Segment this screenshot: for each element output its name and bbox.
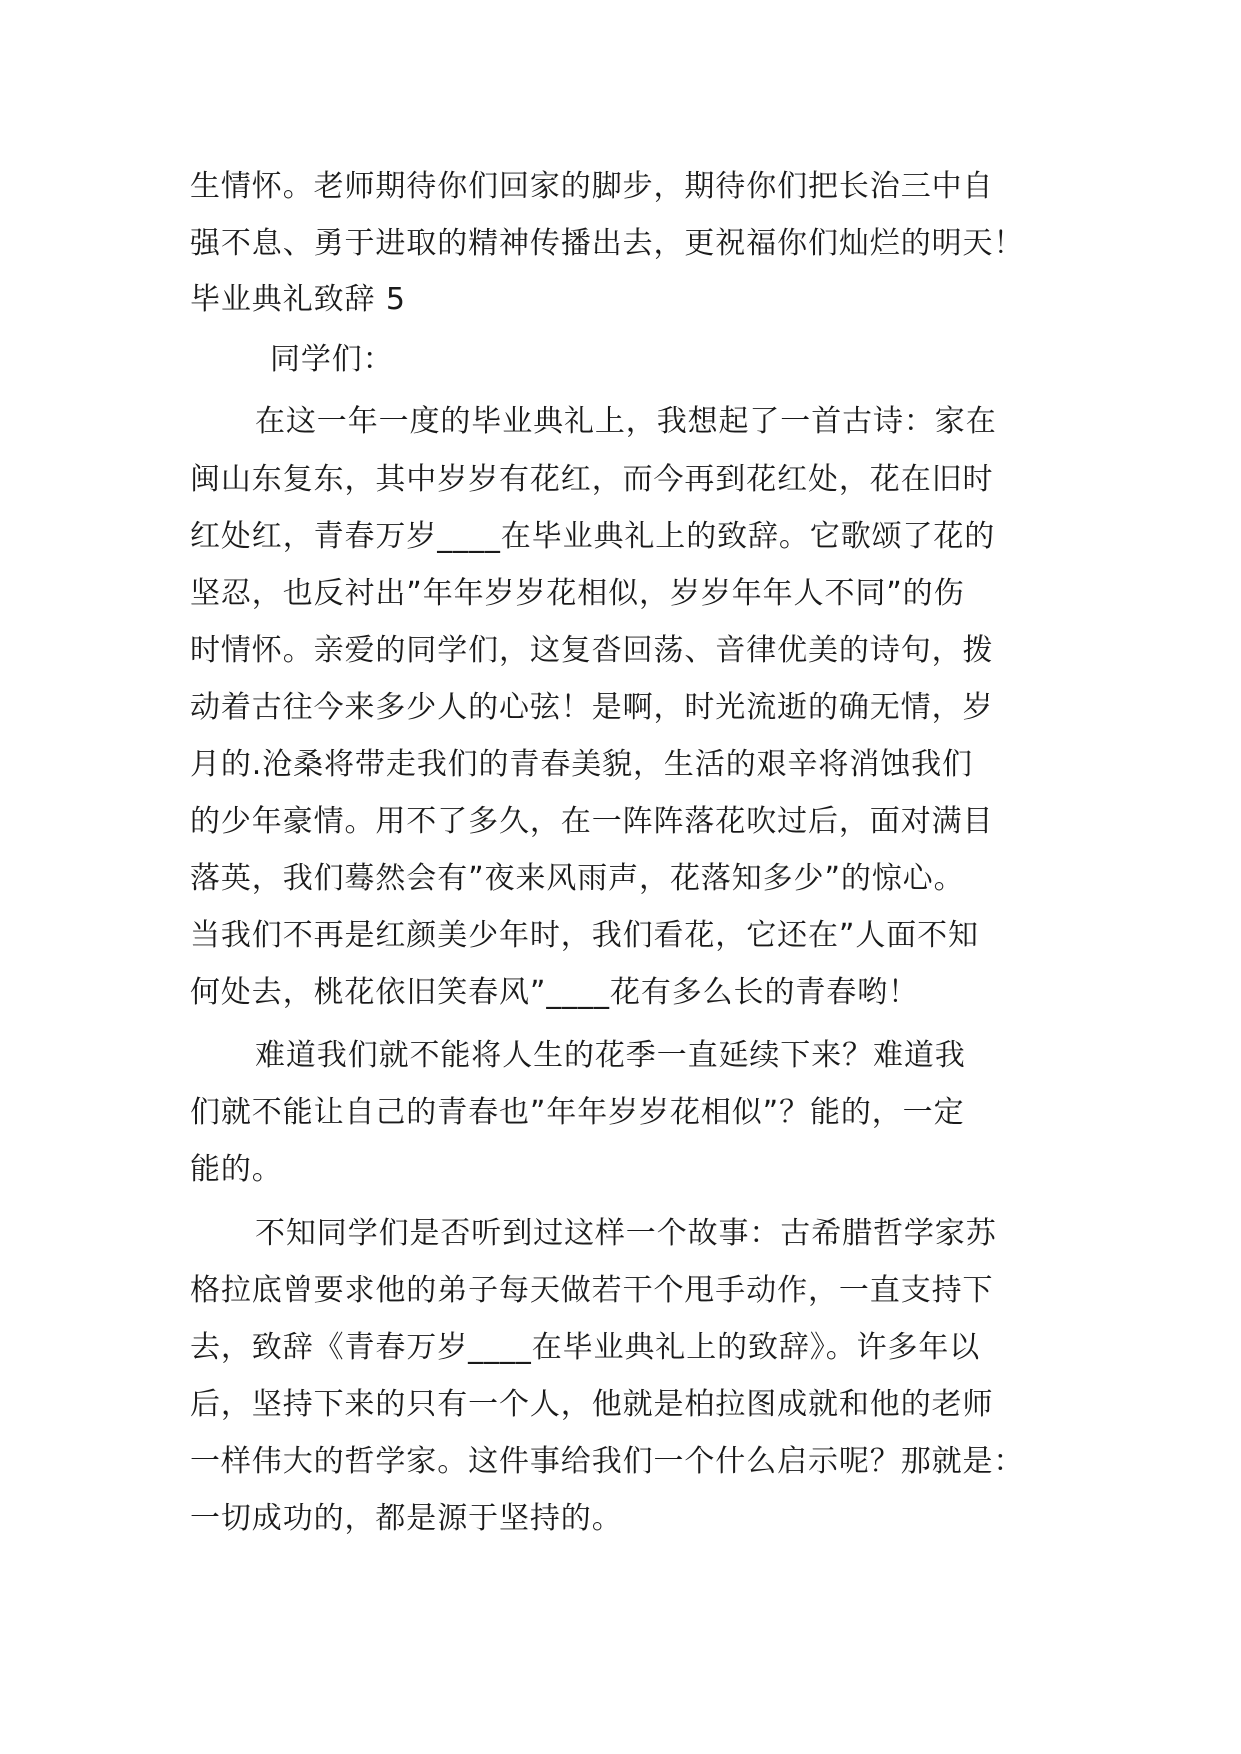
paragraph-line: 强不息、勇于进取的精神传播出去，更祝福你们灿烂的明天！ xyxy=(190,226,1025,261)
paragraph-line: 们就不能让自己的青春也”年年岁岁花相似”？能的，一定 xyxy=(190,1095,965,1130)
paragraph-line: 何处去，桃花依旧笑春风”____花有多么长的青春哟！ xyxy=(190,975,919,1010)
paragraph-line: 当我们不再是红颜美少年时，我们看花，它还在”人面不知 xyxy=(190,918,979,953)
paragraph-line: 能的。 xyxy=(190,1152,283,1187)
paragraph-line: 闽山东复东，其中岁岁有花红，而今再到花红处，花在旧时 xyxy=(190,462,994,497)
paragraph-line: 去，致辞《青春万岁____在毕业典礼上的致辞》。许多年以 xyxy=(190,1330,981,1365)
paragraph-line: 时情怀。亲爱的同学们，这复沓回荡、音律优美的诗句，拨 xyxy=(190,633,994,668)
paragraph-line: 的少年豪情。用不了多久，在一阵阵落花吹过后，面对满目 xyxy=(190,804,994,839)
paragraph-line: 难道我们就不能将人生的花季一直延续下来？难道我 xyxy=(255,1038,966,1073)
paragraph-line: 动着古往今来多少人的心弦！是啊，时光流逝的确无情，岁 xyxy=(190,690,994,725)
paragraph-line: 落英，我们蓦然会有”夜来风雨声，花落知多少”的惊心。 xyxy=(190,861,965,896)
salutation: 同学们： xyxy=(270,342,394,377)
paragraph-line: 月的.沧桑将带走我们的青春美貌，生活的艰辛将消蚀我们 xyxy=(190,747,973,782)
paragraph-line: 不知同学们是否听到过这样一个故事：古希腊哲学家苏 xyxy=(255,1216,997,1251)
paragraph-line: 坚忍，也反衬出”年年岁岁花相似，岁岁年年人不同”的伤 xyxy=(190,576,965,611)
paragraph-line: 在这一年一度的毕业典礼上，我想起了一首古诗：家在 xyxy=(255,404,997,439)
paragraph-line: 一样伟大的哲学家。这件事给我们一个什么启示呢？那就是： xyxy=(190,1444,1025,1479)
paragraph-line: 一切成功的，都是源于坚持的。 xyxy=(190,1501,623,1536)
paragraph-line: 红处红，青春万岁____在毕业典礼上的致辞。它歌颂了花的 xyxy=(190,519,996,554)
paragraph-line: 生情怀。老师期待你们回家的脚步，期待你们把长治三中自 xyxy=(190,169,994,204)
paragraph-line: 后，坚持下来的只有一个人，他就是柏拉图成就和他的老师 xyxy=(190,1387,994,1422)
paragraph-line: 格拉底曾要求他的弟子每天做若干个甩手动作，一直支持下 xyxy=(190,1273,994,1308)
section-heading: 毕业典礼致辞 5 xyxy=(190,282,406,317)
